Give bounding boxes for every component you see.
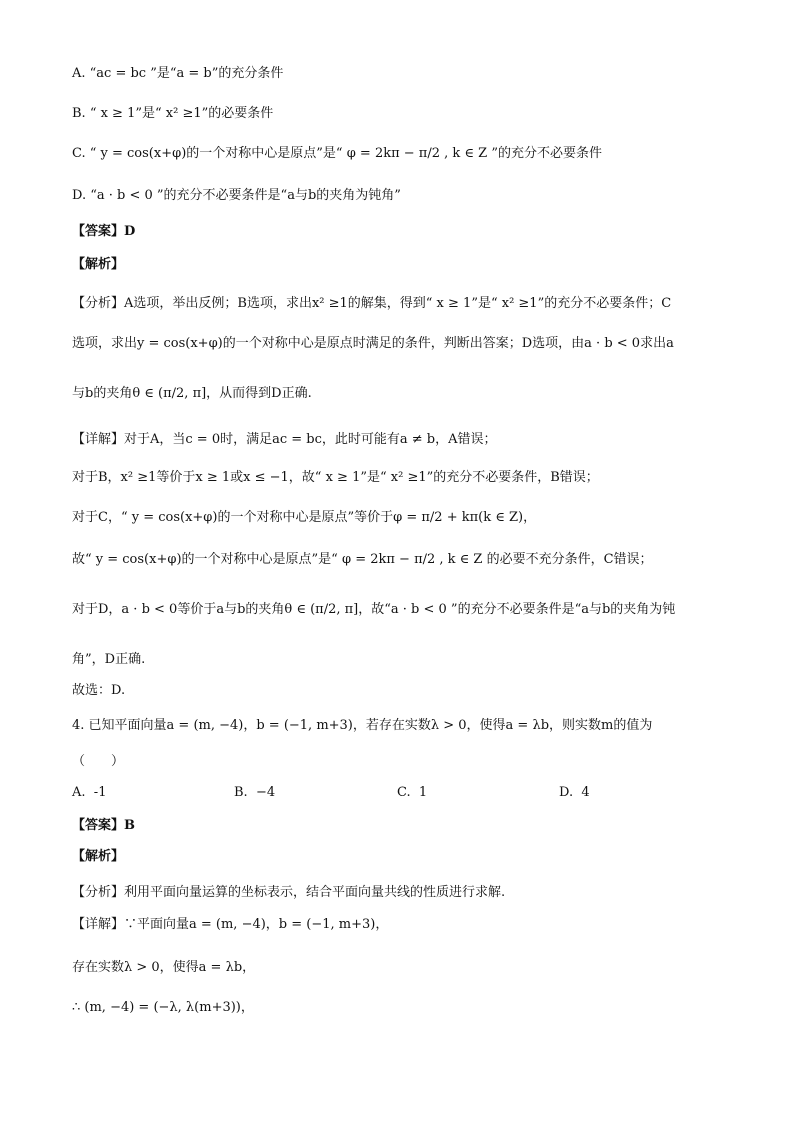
question-4-stem: 4. 已知平面向量a = (m, −4)，b = (−1, m+3)，若存在实数λ > 0，使得a = λb，则实数m的值为	[72, 718, 653, 733]
detail-line-3: 对于C，“ y = cos(x+φ)的一个对称中心是原点”等价于φ = π/2 + kπ(k ∈ Z)，	[72, 510, 537, 525]
q4-detail-line-3: ∴ (m, −4) = (−λ, λ(m+3))，	[72, 1000, 254, 1015]
analysis-line-3: 与b的夹角θ ∈ (π/2, π]，从而得到D正确.	[72, 386, 312, 401]
detail-line-6: 角”，D正确.	[72, 652, 146, 667]
detail-line-1: 【详解】对于A，当c = 0时，满足ac = bc，此时可能有a ≠ b，A错误；	[72, 432, 497, 447]
analysis-line-2: 选项，求出y = cos(x+φ)的一个对称中心是原点时满足的条件，判断出答案；D选项，由a · b < 0求出a	[72, 336, 674, 351]
option-a-line: A. “ac = bc ”是“a = b”的充分条件	[72, 66, 284, 81]
q4-option-d: D. 4	[559, 785, 590, 800]
q4-analysis-heading: 【解析】	[72, 849, 125, 864]
analysis-heading: 【解析】	[72, 257, 125, 272]
conclusion-line: 故选：D.	[72, 683, 126, 698]
option-c-line: C. “ y = cos(x+φ)的一个对称中心是原点”是“ φ = 2kπ − π/2 , k ∈ Z ”的充分不必要条件	[72, 146, 602, 161]
q4-detail-line-1: 【详解】∵平面向量a = (m, −4)，b = (−1, m+3)，	[72, 917, 389, 932]
question-4-blank: （ ）	[72, 754, 125, 769]
q4-option-c: C. 1	[397, 785, 428, 800]
detail-line-5: 对于D，a · b < 0等价于a与b的夹角θ ∈ (π/2, π]，故“a · b < 0 ”的充分不必要条件是“a与b的夹角为钝	[72, 602, 676, 617]
q4-option-a: A. -1	[72, 785, 107, 800]
q4-option-b: B. −4	[234, 785, 276, 800]
option-b-line: B. “ x ≥ 1”是“ x² ≥1”的必要条件	[72, 106, 274, 121]
option-d-line: D. “a · b < 0 ”的充分不必要条件是“a与b的夹角为钝角”	[72, 188, 401, 203]
q4-detail-line-2: 存在实数λ > 0，使得a = λb，	[72, 960, 256, 975]
answer-heading: 【答案】D	[72, 224, 136, 239]
detail-line-4: 故“ y = cos(x+φ)的一个对称中心是原点”是“ φ = 2kπ − π/2 , k ∈ Z 的必要不充分条件，C错误；	[72, 552, 653, 567]
q4-answer-heading: 【答案】B	[72, 818, 135, 833]
q4-analysis-line: 【分析】利用平面向量运算的坐标表示，结合平面向量共线的性质进行求解.	[72, 885, 506, 900]
question-4-options	[72, 785, 732, 805]
detail-line-2: 对于B，x² ≥1等价于x ≥ 1或x ≤ −1，故“ x ≥ 1”是“ x² ≥1”的充分不必要条件，B错误；	[72, 470, 599, 485]
analysis-line-1: 【分析】A选项，举出反例；B选项，求出x² ≥1的解集，得到“ x ≥ 1”是“ x² ≥1”的充分不必要条件；C	[72, 296, 672, 311]
